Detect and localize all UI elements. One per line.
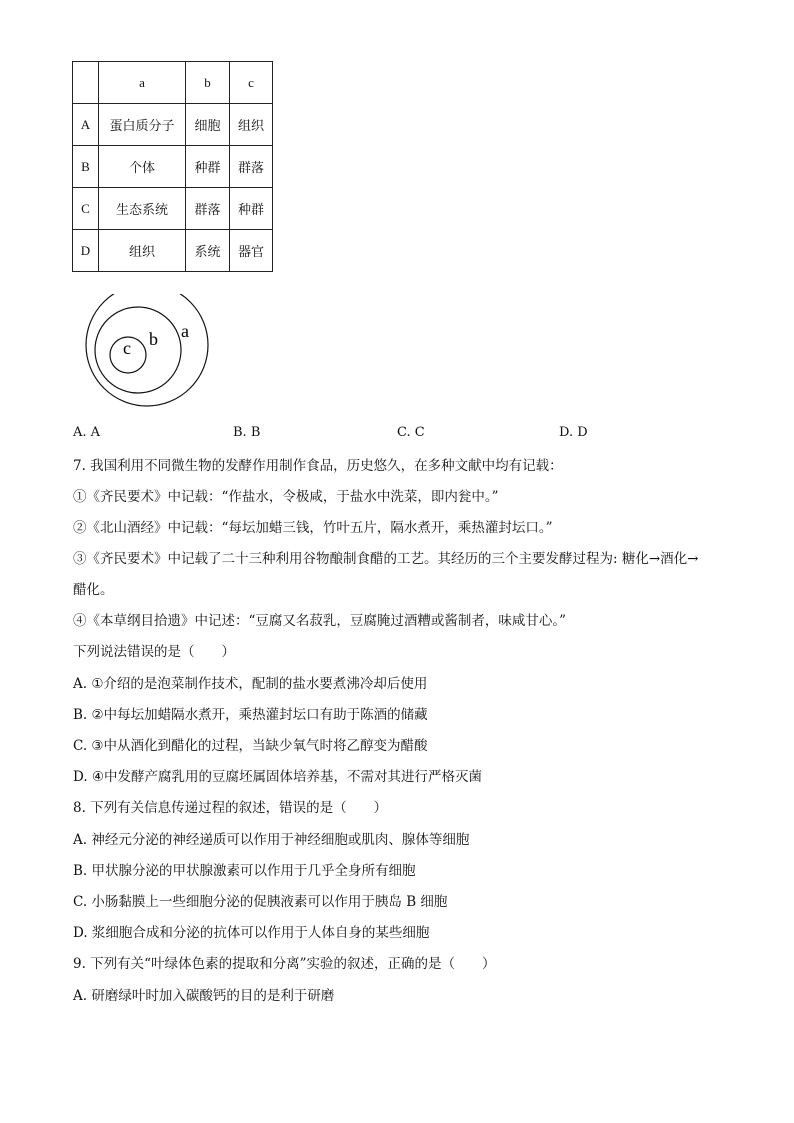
choice-b: B. B	[233, 425, 261, 440]
table-header-cell: a	[99, 62, 186, 104]
q8-stem: 8. 下列有关信息传递过程的叙述，错误的是（ ）	[73, 800, 388, 816]
table-cell: 种群	[230, 188, 273, 230]
circle-b	[95, 307, 181, 393]
choice-c: C. C	[397, 425, 425, 440]
table-row	[73, 188, 273, 230]
table-cell: C	[73, 188, 99, 230]
q7-option: D. ④中发酵产腐乳用的豆腐坯属固体培养基，不需对其进行严格灭菌	[73, 769, 483, 785]
nested-circles-diagram	[84, 294, 214, 414]
q7-question: 下列说法错误的是（ ）	[73, 644, 235, 660]
circle-a	[86, 294, 208, 406]
table-cell: 群落	[186, 188, 230, 230]
table-cell: D	[73, 230, 99, 272]
label-b: b	[149, 329, 158, 349]
table-header-cell	[73, 62, 99, 104]
q6-choices	[0, 425, 794, 445]
table-row	[73, 230, 273, 272]
q9-option: A. 研磨绿叶时加入碳酸钙的目的是利于研磨	[73, 988, 335, 1004]
choice-a: A. A	[73, 425, 101, 440]
table-cell: B	[73, 146, 99, 188]
q7-item: ③《齐民要术》中记载了二十三种利用谷物酿制食醋的工艺。其经历的三个主要发酵过程为: 糖化→酒化→	[73, 551, 699, 567]
q8-option: B. 甲状腺分泌的甲状腺激素可以作用于几乎全身所有细胞	[73, 863, 416, 879]
q7-option: B. ②中每坛加蜡隔水煮开，乘热灌封坛口有助于陈酒的储藏	[73, 707, 428, 723]
table-cell: A	[73, 104, 99, 146]
q9-stem: 9. 下列有关“叶绿体色素的提取和分离”实验的叙述，正确的是（ ）	[73, 956, 496, 972]
answer-options-table	[72, 61, 273, 272]
q7-item: 醋化。	[73, 582, 114, 598]
q7-stem: 7. 我国利用不同微生物的发酵作用制作食品，历史悠久，在多种文献中均有记载：	[73, 458, 563, 474]
q8-option: C. 小肠黏膜上一些细胞分泌的促胰液素可以作用于胰岛 B 细胞	[73, 894, 448, 910]
table-cell: 种群	[186, 146, 230, 188]
table-cell: 生态系统	[99, 188, 186, 230]
table-cell: 细胞	[186, 104, 230, 146]
q8-option: A. 神经元分泌的神经递质可以作用于神经细胞或肌肉、腺体等细胞	[73, 832, 470, 848]
q7-item: ④《本草纲目拾遗》中记述：“豆腐又名菽乳，豆腐腌过酒糟或酱制者，味咸甘心。”	[73, 613, 567, 629]
q7-item: ②《北山酒经》中记载：“每坛加蜡三钱，竹叶五片，隔水煮开，乘热灌封坛口。”	[73, 520, 553, 536]
table-header-cell: c	[230, 62, 273, 104]
table-cell: 蛋白质分子	[99, 104, 186, 146]
q7-option: A. ①介绍的是泡菜制作技术，配制的盐水要煮沸冷却后使用	[73, 676, 428, 692]
table-cell: 个体	[99, 146, 186, 188]
q7-option: C. ③中从酒化到醋化的过程，当缺少氧气时将乙醇变为醋酸	[73, 738, 428, 754]
table-cell: 群落	[230, 146, 273, 188]
q8-option: D. 浆细胞合成和分泌的抗体可以作用于人体自身的某些细胞	[73, 925, 430, 941]
table-cell: 组织	[99, 230, 186, 272]
q7-item: ①《齐民要术》中记载：“作盐水，令极咸，于盐水中洗菜，即内瓮中。”	[73, 489, 499, 505]
label-c: c	[123, 338, 131, 358]
table-cell: 组织	[230, 104, 273, 146]
choice-d: D. D	[559, 425, 588, 440]
table-header-row	[73, 62, 273, 104]
table-cell: 系统	[186, 230, 230, 272]
label-a: a	[181, 321, 189, 341]
table-header-cell: b	[186, 62, 230, 104]
table-row	[73, 146, 273, 188]
table-row	[73, 104, 273, 146]
table-cell: 器官	[230, 230, 273, 272]
